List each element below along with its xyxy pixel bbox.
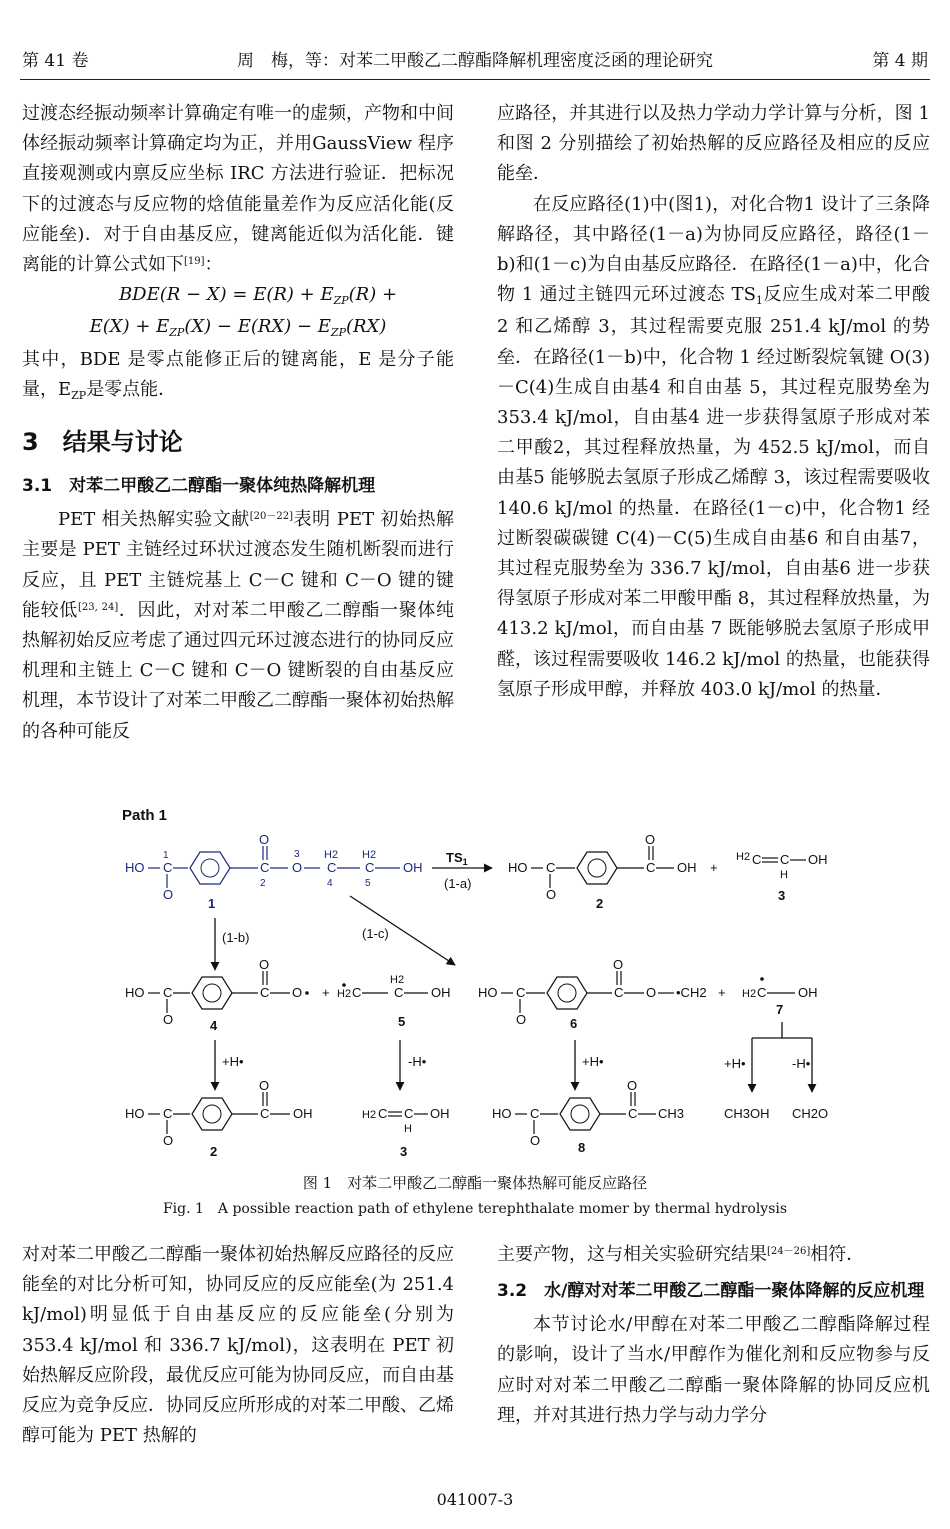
plus-h-label: +H• — [222, 1054, 244, 1069]
svg-text:H2: H2 — [362, 1109, 377, 1121]
compound-number: 7 — [776, 1002, 784, 1017]
svg-text:HO: HO — [125, 860, 145, 875]
left-column — [22, 99, 454, 747]
svg-text:C: C — [378, 1106, 388, 1121]
compound-number: 6 — [570, 1016, 578, 1031]
svg-text:O: O — [645, 832, 656, 847]
svg-text:OH: OH — [431, 985, 451, 1000]
section-3-heading: 3 结果与讨论 — [22, 428, 183, 457]
plus-sign: + — [710, 860, 718, 875]
bottom-right-paragraph-2: 本节讨论水/甲醇在对苯二甲酸乙二醇酯降解过程的影响，设计了当水/甲醇作为催化剂和反应物参与反应时对对苯二甲酸乙二醇酯一聚体降解的协同反应机理，并对其进行热力学与动力学分 — [497, 1314, 930, 1426]
compound-4-structure — [125, 957, 309, 1027]
svg-text:C: C — [163, 860, 173, 875]
plus-sign: + — [718, 985, 726, 1000]
equation-line-2: $E(X) + E_{ZP}(X) - E(RX) - E_{ZP}(RX)$ — [89, 316, 387, 340]
svg-text:C: C — [394, 985, 404, 1000]
svg-text:•CH2: •CH2 — [676, 985, 707, 1000]
compound-number: 3 — [400, 1144, 408, 1159]
svg-text:O: O — [259, 1078, 270, 1093]
formaldehyde-label: CH2O — [792, 1106, 829, 1121]
path-1a-label: (1-a) — [444, 876, 472, 891]
svg-text:C: C — [163, 985, 173, 1000]
svg-text:4: 4 — [327, 878, 333, 889]
svg-text:C: C — [260, 1106, 270, 1121]
methanol-label: CH3OH — [724, 1106, 770, 1121]
svg-text:O: O — [259, 832, 270, 847]
compound-2-structure — [508, 832, 697, 902]
svg-text:O: O — [292, 985, 303, 1000]
svg-text:C: C — [757, 985, 767, 1000]
svg-text:O: O — [516, 1012, 527, 1027]
svg-text:2: 2 — [260, 878, 266, 889]
path-label: Path 1 — [122, 807, 168, 824]
compound-3-bottom-structure — [362, 1106, 450, 1135]
figure-caption-en: Fig. 1 A possible reaction path of ethylene terephthalate momer by thermal hydrolysis — [162, 1201, 788, 1217]
svg-text:HO: HO — [478, 985, 498, 1000]
right-paragraph-2: 在反应路径(1)中(图1)，对化合物1 设计了三条降解路径，其中路径(1－a)为协同反应路径，路径(1－b)和(1－c)为自由基反应路径．在路径(1－a)中，化合物 1 通过主链四元环过渡态 $TS_1$反应生成对苯二甲酸 2 和乙烯醇 3，其过程需要克服 251.4 kJ/mol 的势垒．在路径(1－b)中，化合物 1 经过断裂烷氧键 O(3)－C(4)生成自由基4 和自由基 5，其过程克服势垒为 353.4 kJ/mol，自由基4 进一步获得氢原子形成对苯二甲酸2，其过程释放热量，为 452.5 kJ/mol，而自由基5 能够脱去氢原子形成乙烯醇 3，该过程需要吸收140.6 kJ/mol 的热量．在路径(1－c)中，化合物1 经过断裂碳碳键 C(4)－C(5)生成自由基6 和自由基7，其过程克服势垒为 336.7 kJ/mol，自由基6 进一步获得氢原子形成对苯二甲酸甲酯 8，其过程释放热量，为 413.2 kJ/mol，而自由基 7 既能够脱去氢原子形成甲醛，该过程需要吸收 146.2 kJ/mol 的热量，也能获得氢原子形成甲醇，并释放 403.0 kJ/mol 的热量． — [497, 193, 931, 700]
compound-number: 2 — [596, 896, 604, 911]
svg-text:C: C — [352, 985, 362, 1000]
right-column — [497, 99, 930, 705]
path-1b-label: (1-b) — [222, 930, 250, 945]
bottom-right-column — [497, 1240, 930, 1431]
svg-text:H: H — [404, 1123, 412, 1135]
section-3-1-heading: 3.1 对苯二甲酸乙二醇酯一聚体纯热降解机理 — [22, 476, 376, 497]
compound-number: 5 — [398, 1014, 406, 1029]
plus-sign: + — [322, 985, 330, 1000]
svg-text:H2: H2 — [390, 974, 405, 986]
svg-text:3: 3 — [294, 849, 300, 860]
svg-text:OH: OH — [293, 1106, 313, 1121]
equation-line-1: $BDE(R - X) = E(R) + E_{ZP}(R)$ + — [118, 284, 398, 308]
compound-number: 2 — [210, 1144, 218, 1159]
compound-3-structure — [736, 851, 828, 881]
svg-text:H2: H2 — [337, 988, 352, 1000]
compound-8-structure — [492, 1078, 684, 1148]
svg-text:O: O — [163, 887, 174, 902]
left-paragraph-1: 过渡态经振动频率计算确定有唯一的虚频，产物和中间体经振动频率计算确定均为正，并用GaussView 程序直接观测或内禀反应坐标 IRC 方法进行验证．把标况下的过渡态与反应物的焓值能量差作为反应活化能(反应能垒)．对于自由基反应，键离能近似为活化能．键离能的计算公式如下[19]： — [22, 103, 454, 276]
svg-text:O: O — [259, 957, 270, 972]
right-paragraph-1: 应路径，并其进行以及热力学动力学计算与分析，图 1 和图 2 分别描绘了初始热解的反应路径及相应的反应能垒． — [497, 103, 930, 185]
svg-text:1: 1 — [163, 850, 169, 861]
svg-text:5: 5 — [365, 878, 371, 889]
compound-6-structure — [478, 957, 707, 1027]
bottom-left-paragraph: 对对苯二甲酸乙二醇酯一聚体初始热解反应路径的反应能垒的对比分析可知，协同反应的反应能垒(为 251.4 kJ/mol)明显低于自由基反应的反应能垒(分别为 353.4 kJ/mol 和 336.7 kJ/mol)，这表明在 PET 初始热解反应阶段，最优反应可能为协同反应，而自由基反应为竞争反应．协同反应所形成的对苯二甲酸、乙烯醇可能为 PET 热解的 — [22, 1244, 454, 1447]
svg-text:HO: HO — [492, 1106, 512, 1121]
compound-number: 8 — [578, 1140, 586, 1155]
compound-number: 1 — [208, 896, 216, 911]
section-3-2-heading: 3.2 水/醇对对苯二甲酸乙二醇酯一聚体降解的反应机理 — [497, 1281, 925, 1302]
svg-text:O: O — [530, 1133, 541, 1148]
svg-text:C: C — [780, 852, 790, 867]
svg-text:O: O — [613, 957, 624, 972]
svg-text:C: C — [614, 985, 624, 1000]
svg-text:HO: HO — [125, 1106, 145, 1121]
svg-text:H2: H2 — [736, 851, 751, 863]
svg-text:O: O — [627, 1078, 638, 1093]
left-paragraph-3: PET 相关热解实验文献[20－22]表明 PET 初始热解主要是 PET 主链经过环状过渡态发生随机断裂而进行反应，且 PET 主链烷基上 C－C 键和 C－O 键的键能较低[23, 24]．因此，对对苯二甲酸乙二醇酯一聚体纯热解初始反应考虑了通过四元环过渡态进行的协同反应机理和主链上 C－C 键和 C－O 键断裂的自由基反应机理，本节设计了对苯二甲酸乙二醇酯一聚体初始热解的各种可能反 — [22, 509, 455, 742]
svg-text:OH: OH — [808, 852, 828, 867]
svg-text:H2: H2 — [742, 988, 757, 1000]
ts1-label: $TS_1$ — [446, 850, 468, 867]
svg-text:C: C — [327, 860, 337, 875]
svg-text:C: C — [628, 1106, 638, 1121]
svg-text:CH3: CH3 — [658, 1106, 685, 1121]
svg-text:O: O — [292, 860, 303, 875]
figure-1-reaction-scheme — [0, 800, 950, 1170]
svg-text:C: C — [260, 985, 270, 1000]
compound-2-bottom-structure — [125, 1078, 313, 1148]
compound-number: 4 — [210, 1018, 218, 1033]
minus-h-label: -H• — [408, 1054, 427, 1069]
svg-text:H2: H2 — [362, 849, 377, 861]
svg-text:HO: HO — [125, 985, 145, 1000]
page-number: 041007-3 — [436, 1490, 514, 1509]
svg-text:OH: OH — [677, 860, 697, 875]
svg-text:C: C — [260, 860, 270, 875]
header-volume: 第 41 卷 — [22, 51, 89, 71]
compound-5-structure — [337, 974, 451, 1000]
svg-text:C: C — [546, 860, 556, 875]
svg-text:C: C — [752, 852, 762, 867]
svg-text:C: C — [516, 985, 526, 1000]
compound-7-structure — [742, 977, 818, 1000]
path-1c-label: (1-c) — [362, 926, 389, 941]
plus-h-label: +H• — [582, 1054, 604, 1069]
compound-1-structure — [125, 832, 423, 902]
svg-text:OH: OH — [798, 985, 818, 1000]
header-title: 周 梅，等：对苯二甲酸乙二醇酯降解机理密度泛函的理论研究 — [237, 51, 713, 71]
svg-text:OH: OH — [403, 860, 423, 875]
svg-text:H: H — [780, 869, 788, 881]
svg-text:C: C — [404, 1106, 414, 1121]
header-issue: 第 4 期 — [872, 51, 928, 71]
svg-text:HO: HO — [508, 860, 528, 875]
bottom-right-paragraph-1: 主要产物，这与相关实验研究结果[24－26]相符． — [497, 1244, 865, 1265]
svg-text:O: O — [546, 887, 557, 902]
plus-h-label: +H• — [724, 1056, 746, 1071]
svg-text:C: C — [530, 1106, 540, 1121]
minus-h-label: -H• — [792, 1056, 811, 1071]
figure-caption-cn: 图 1 对苯二甲酸乙二醇酯一聚体热解可能反应路径 — [302, 1174, 648, 1192]
svg-text:H2: H2 — [324, 849, 339, 861]
header-rule — [20, 79, 930, 80]
svg-text:O: O — [163, 1012, 174, 1027]
svg-text:OH: OH — [430, 1106, 450, 1121]
left-paragraph-2: 其中，BDE 是零点能修正后的键离能，E 是分子能量，$E_{ZP}$是零点能． — [22, 348, 454, 402]
svg-text:O: O — [646, 985, 657, 1000]
svg-text:C: C — [646, 860, 656, 875]
bottom-left-column — [22, 1240, 454, 1451]
svg-text:C: C — [365, 860, 375, 875]
svg-text:O: O — [163, 1133, 174, 1148]
compound-number: 3 — [778, 888, 786, 903]
svg-text:C: C — [163, 1106, 173, 1121]
